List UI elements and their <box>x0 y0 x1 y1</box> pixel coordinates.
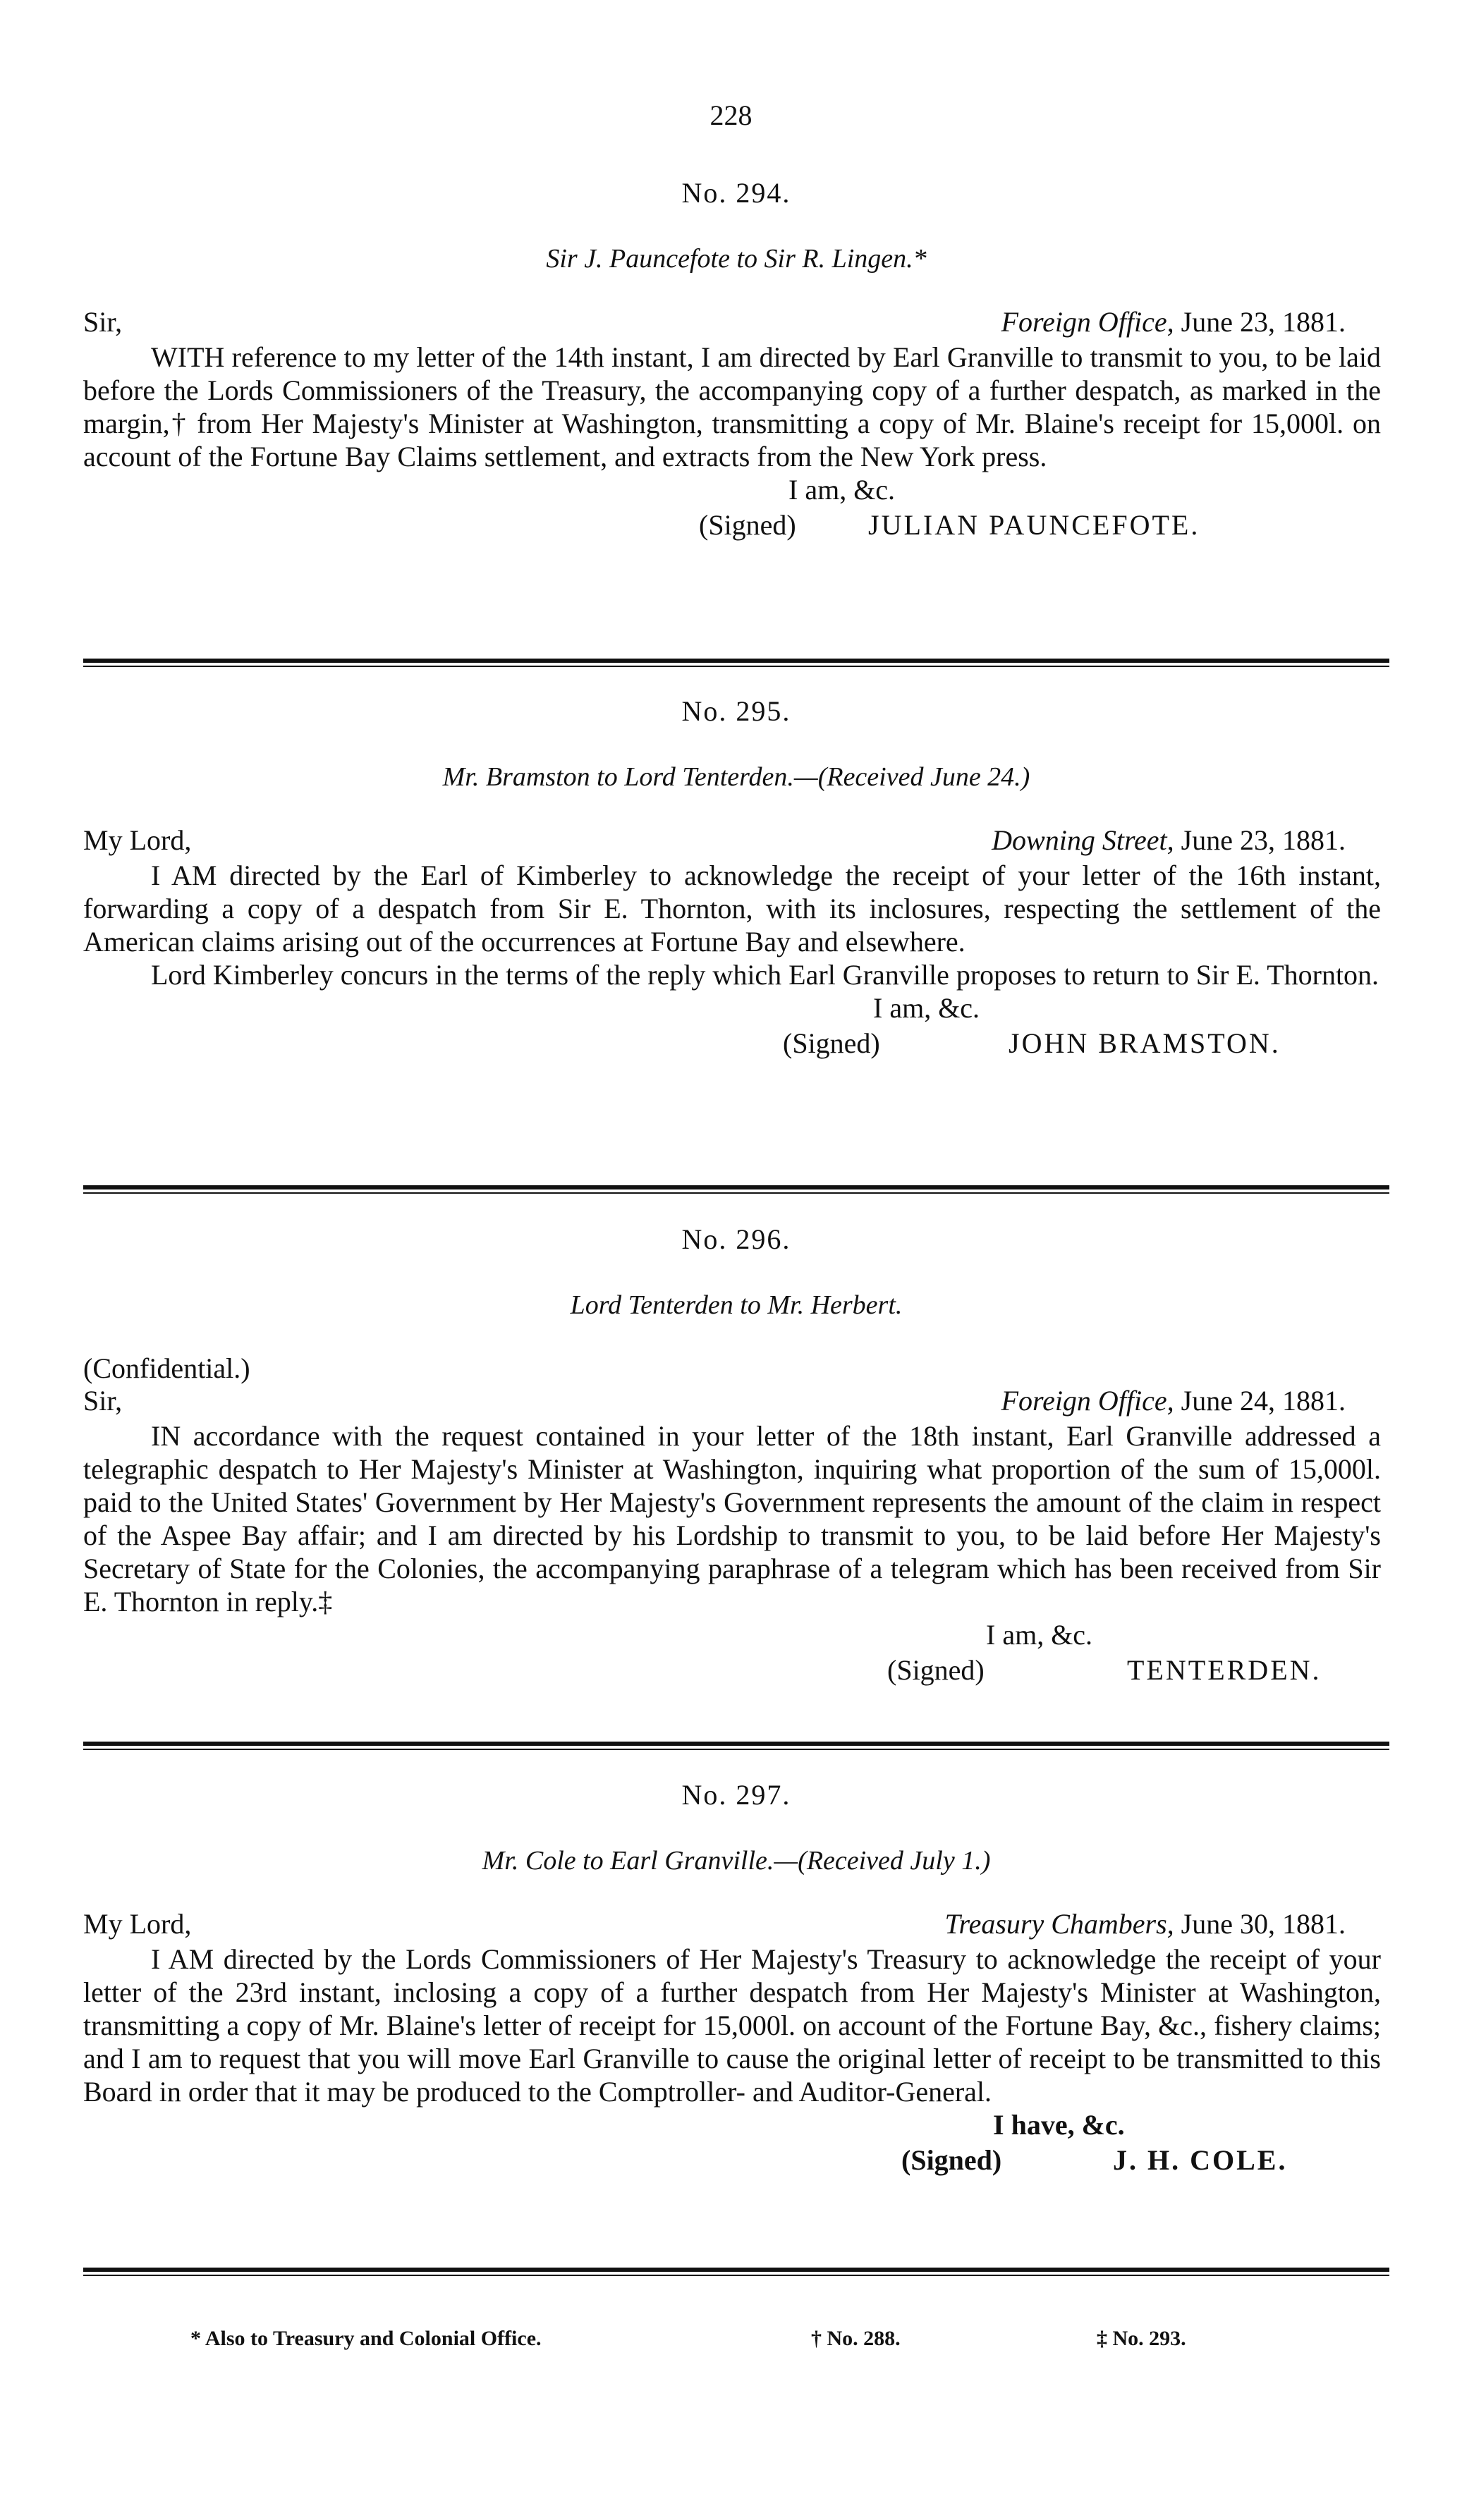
closing-formula: I have, &c. <box>993 2109 1125 2141</box>
letter-paragraph: I AM directed by the Lords Commissioners of Her Majesty's Treasury to acknowledge the receipt of your letter of the 23rd instant, inclosing a copy of a further despatch from Her Majesty's Minister at Washington, transmitting a copy of Mr. Blaine's letter of receipt for 15,000l. on account of the Fortune Bay, &c., fishery claims; and I am to request that you will move Earl Granville to cause the original letter of receipt to be transmitted to this Board in order that it may be produced to the Comptroller- and Auditor-General. <box>83 1943 1381 2108</box>
signature: JULIAN PAUNCEFOTE. <box>868 509 1200 541</box>
confidential-note: (Confidential.) <box>83 1352 250 1384</box>
signature: TENTERDEN. <box>1127 1654 1322 1686</box>
place: Foreign Office, <box>1001 306 1174 338</box>
signature-line <box>83 508 1389 542</box>
section-rule <box>83 1742 1389 1746</box>
closing-formula: I am, &c. <box>873 992 980 1024</box>
signature-line <box>83 1027 1389 1060</box>
letter-heading: Mr. Cole to Earl Granville.—(Received July 1.) <box>482 1846 991 1876</box>
salutation: My Lord, <box>83 824 192 856</box>
letter-number: No. 295. <box>681 695 791 727</box>
place: Foreign Office, <box>1001 1385 1174 1417</box>
signature-line <box>83 2143 1389 2177</box>
date: June 30, 1881. <box>1181 1908 1346 1940</box>
letter-heading: Sir J. Pauncefote to Sir R. Lingen.* <box>546 244 927 274</box>
place-date <box>1001 1384 1346 1417</box>
place: Downing Street, <box>992 824 1174 856</box>
footnote: † No. 288. <box>811 2327 901 2350</box>
salutation: Sir, <box>83 1385 123 1417</box>
letter-297 <box>83 1778 1389 2177</box>
date: June 24, 1881. <box>1181 1385 1346 1417</box>
date: June 23, 1881. <box>1181 306 1346 338</box>
letter-paragraph: Lord Kimberley concurs in the terms of the reply which Earl Granville proposes to return to Sir E. Thornton. <box>151 959 1379 991</box>
letter-paragraph: WITH reference to my letter of the 14th instant, I am directed by Earl Granville to transmit to you, to be laid before the Lords Commissioners of the Treasury, the accompanying copy of a further despatch, as marked in the margin,† from Her Majesty's Minister at Washington, transmitting a copy of Mr. Blaine's receipt for 15,000l. on account of the Fortune Bay Claims settlement, and extracts from the New York press. <box>83 341 1381 472</box>
dateline <box>83 824 1389 859</box>
letter-heading: Mr. Bramston to Lord Tenterden.—(Received June 24.) <box>442 762 1030 792</box>
letter-heading: Lord Tenterden to Mr. Herbert. <box>570 1290 903 1320</box>
section-rule <box>83 1185 1389 1189</box>
salutation: Sir, <box>83 306 123 338</box>
signed-label: (Signed) <box>901 2144 1002 2176</box>
place: Treasury Chambers, <box>944 1908 1174 1940</box>
section-rule <box>83 659 1389 663</box>
page-number: 228 <box>709 99 753 131</box>
letter-closing <box>83 991 1389 1060</box>
signature: JOHN BRAMSTON. <box>1009 1027 1281 1059</box>
letter-closing <box>83 1618 1389 1687</box>
letter-paragraph: I AM directed by the Earl of Kimberley to acknowledge the receipt of your letter of the 16th instant, forwarding a copy of a despatch from Sir E. Thornton, with its inclosures, respecting the settlement of the American claims arising out of the occurrences at Fortune Bay and elsewhere. <box>83 860 1381 958</box>
footnote: * Also to Treasury and Colonial Office. <box>190 2327 542 2350</box>
letter-closing <box>83 473 1389 542</box>
signed-label: (Signed) <box>783 1027 880 1059</box>
signed-label: (Signed) <box>887 1654 985 1686</box>
letter-number: No. 294. <box>681 177 791 209</box>
place-date <box>944 1907 1346 1940</box>
signature-line <box>83 1653 1389 1687</box>
closing-formula: I am, &c. <box>788 474 896 506</box>
signed-label: (Signed) <box>699 509 796 541</box>
letter-295 <box>83 695 1389 1060</box>
salutation: My Lord, <box>83 1908 192 1940</box>
place-date <box>1001 305 1346 338</box>
letter-closing <box>83 2108 1389 2177</box>
place-date <box>992 824 1346 857</box>
letter-296 <box>83 1223 1389 1687</box>
section-rule <box>83 2268 1389 2272</box>
letter-number: No. 297. <box>681 1779 791 1811</box>
footnote: ‡ No. 293. <box>1097 2327 1186 2350</box>
signature: J. H. COLE. <box>1113 2144 1288 2176</box>
date: June 23, 1881. <box>1181 824 1346 856</box>
dateline <box>83 1907 1389 1943</box>
letter-294 <box>83 176 1389 542</box>
closing-formula: I am, &c. <box>986 1619 1093 1651</box>
letter-paragraph: IN accordance with the request contained in your letter of the 18th instant, Earl Granville addressed a telegraphic despatch to Her Majesty's Minister at Washington, inquiring what proportion of the sum of 15,000l. paid to the United States' Government by Her Majesty's Government represents the amount of the claim in respect of the Aspee Bay affair; and I am directed by his Lordship to transmit to you, to be laid before Her Majesty's Secretary of State for the Colonies, the accompanying paraphrase of a telegram which has been received from Sir E. Thornton in reply.‡ <box>83 1420 1381 1617</box>
letter-number: No. 296. <box>681 1223 791 1255</box>
dateline <box>83 305 1389 341</box>
dateline <box>83 1384 1389 1419</box>
